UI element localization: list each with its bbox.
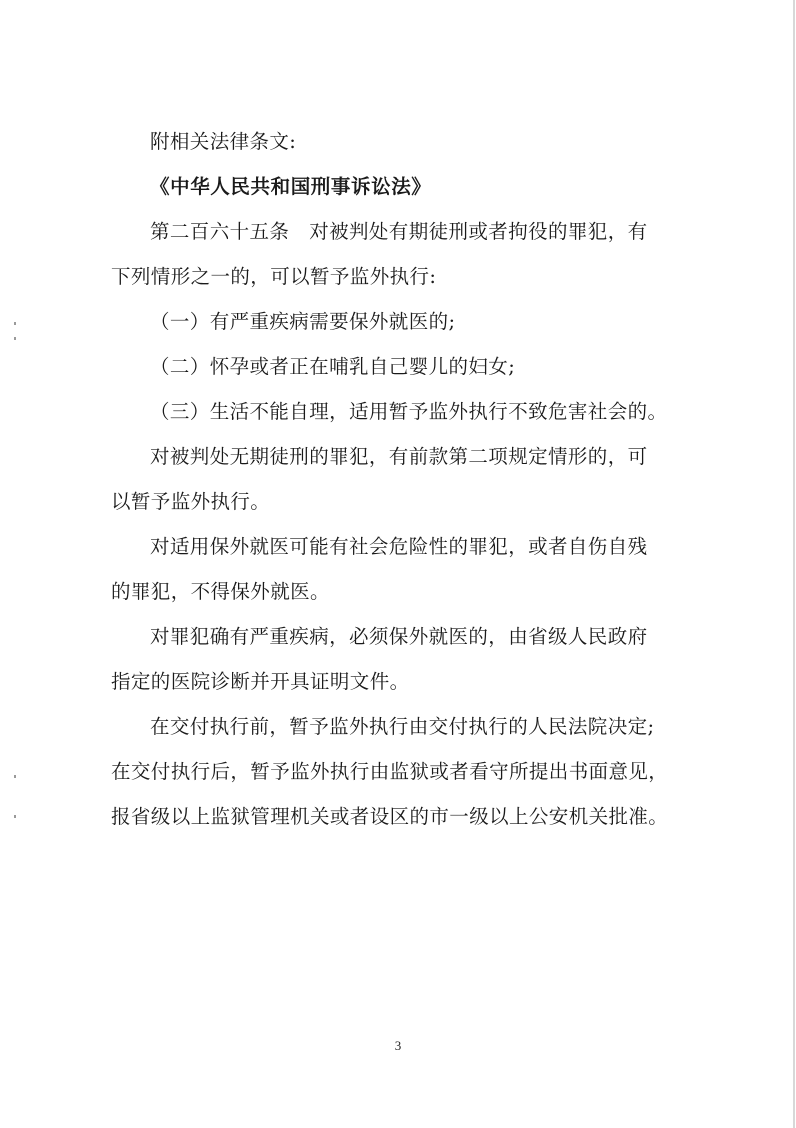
article-line: 指定的医院诊断并开具证明文件。	[111, 670, 410, 693]
article-line: 对罪犯确有严重疾病，必须保外就医的，由省级人民政府	[150, 625, 648, 648]
article-line: 对适用保外就医可能有社会危险性的罪犯，或者自伤自残	[150, 535, 648, 558]
article-line: 第二百六十五条 对被判处有期徒刑或者拘役的罪犯，有	[150, 220, 648, 243]
scan-speck	[14, 337, 16, 340]
law-title: 《中华人民共和国刑事诉讼法》	[150, 175, 432, 198]
article-line: 以暂予监外执行。	[111, 490, 271, 513]
article-line: 的罪犯，不得保外就医。	[111, 580, 330, 603]
document-body	[111, 119, 691, 839]
scan-speck	[14, 322, 16, 325]
article-line: （二）怀孕或者正在哺乳自己婴儿的妇女;	[150, 355, 516, 378]
scan-speck	[14, 815, 16, 818]
article-line: 报省级以上监狱管理机关或者设区的市一级以上公安机关批准。	[111, 805, 669, 828]
attachment-heading: 附相关法律条文:	[150, 130, 297, 153]
article-line: （三）生活不能自理，适用暂予监外执行不致危害社会的。	[150, 400, 668, 423]
article-line: 在交付执行前，暂予监外执行由交付执行的人民法院决定;	[150, 715, 655, 738]
scan-speck	[14, 775, 16, 778]
page-number: 3	[394, 1038, 402, 1053]
article-line: 对被判处无期徒刑的罪犯，有前款第二项规定情形的，可	[150, 445, 648, 468]
scan-edge-line	[793, 0, 795, 1128]
article-line: 下列情形之一的，可以暂予监外执行:	[111, 265, 437, 288]
article-line: 在交付执行后，暂予监外执行由监狱或者看守所提出书面意见，	[111, 760, 669, 783]
article-line: （一）有严重疾病需要保外就医的;	[150, 310, 456, 333]
